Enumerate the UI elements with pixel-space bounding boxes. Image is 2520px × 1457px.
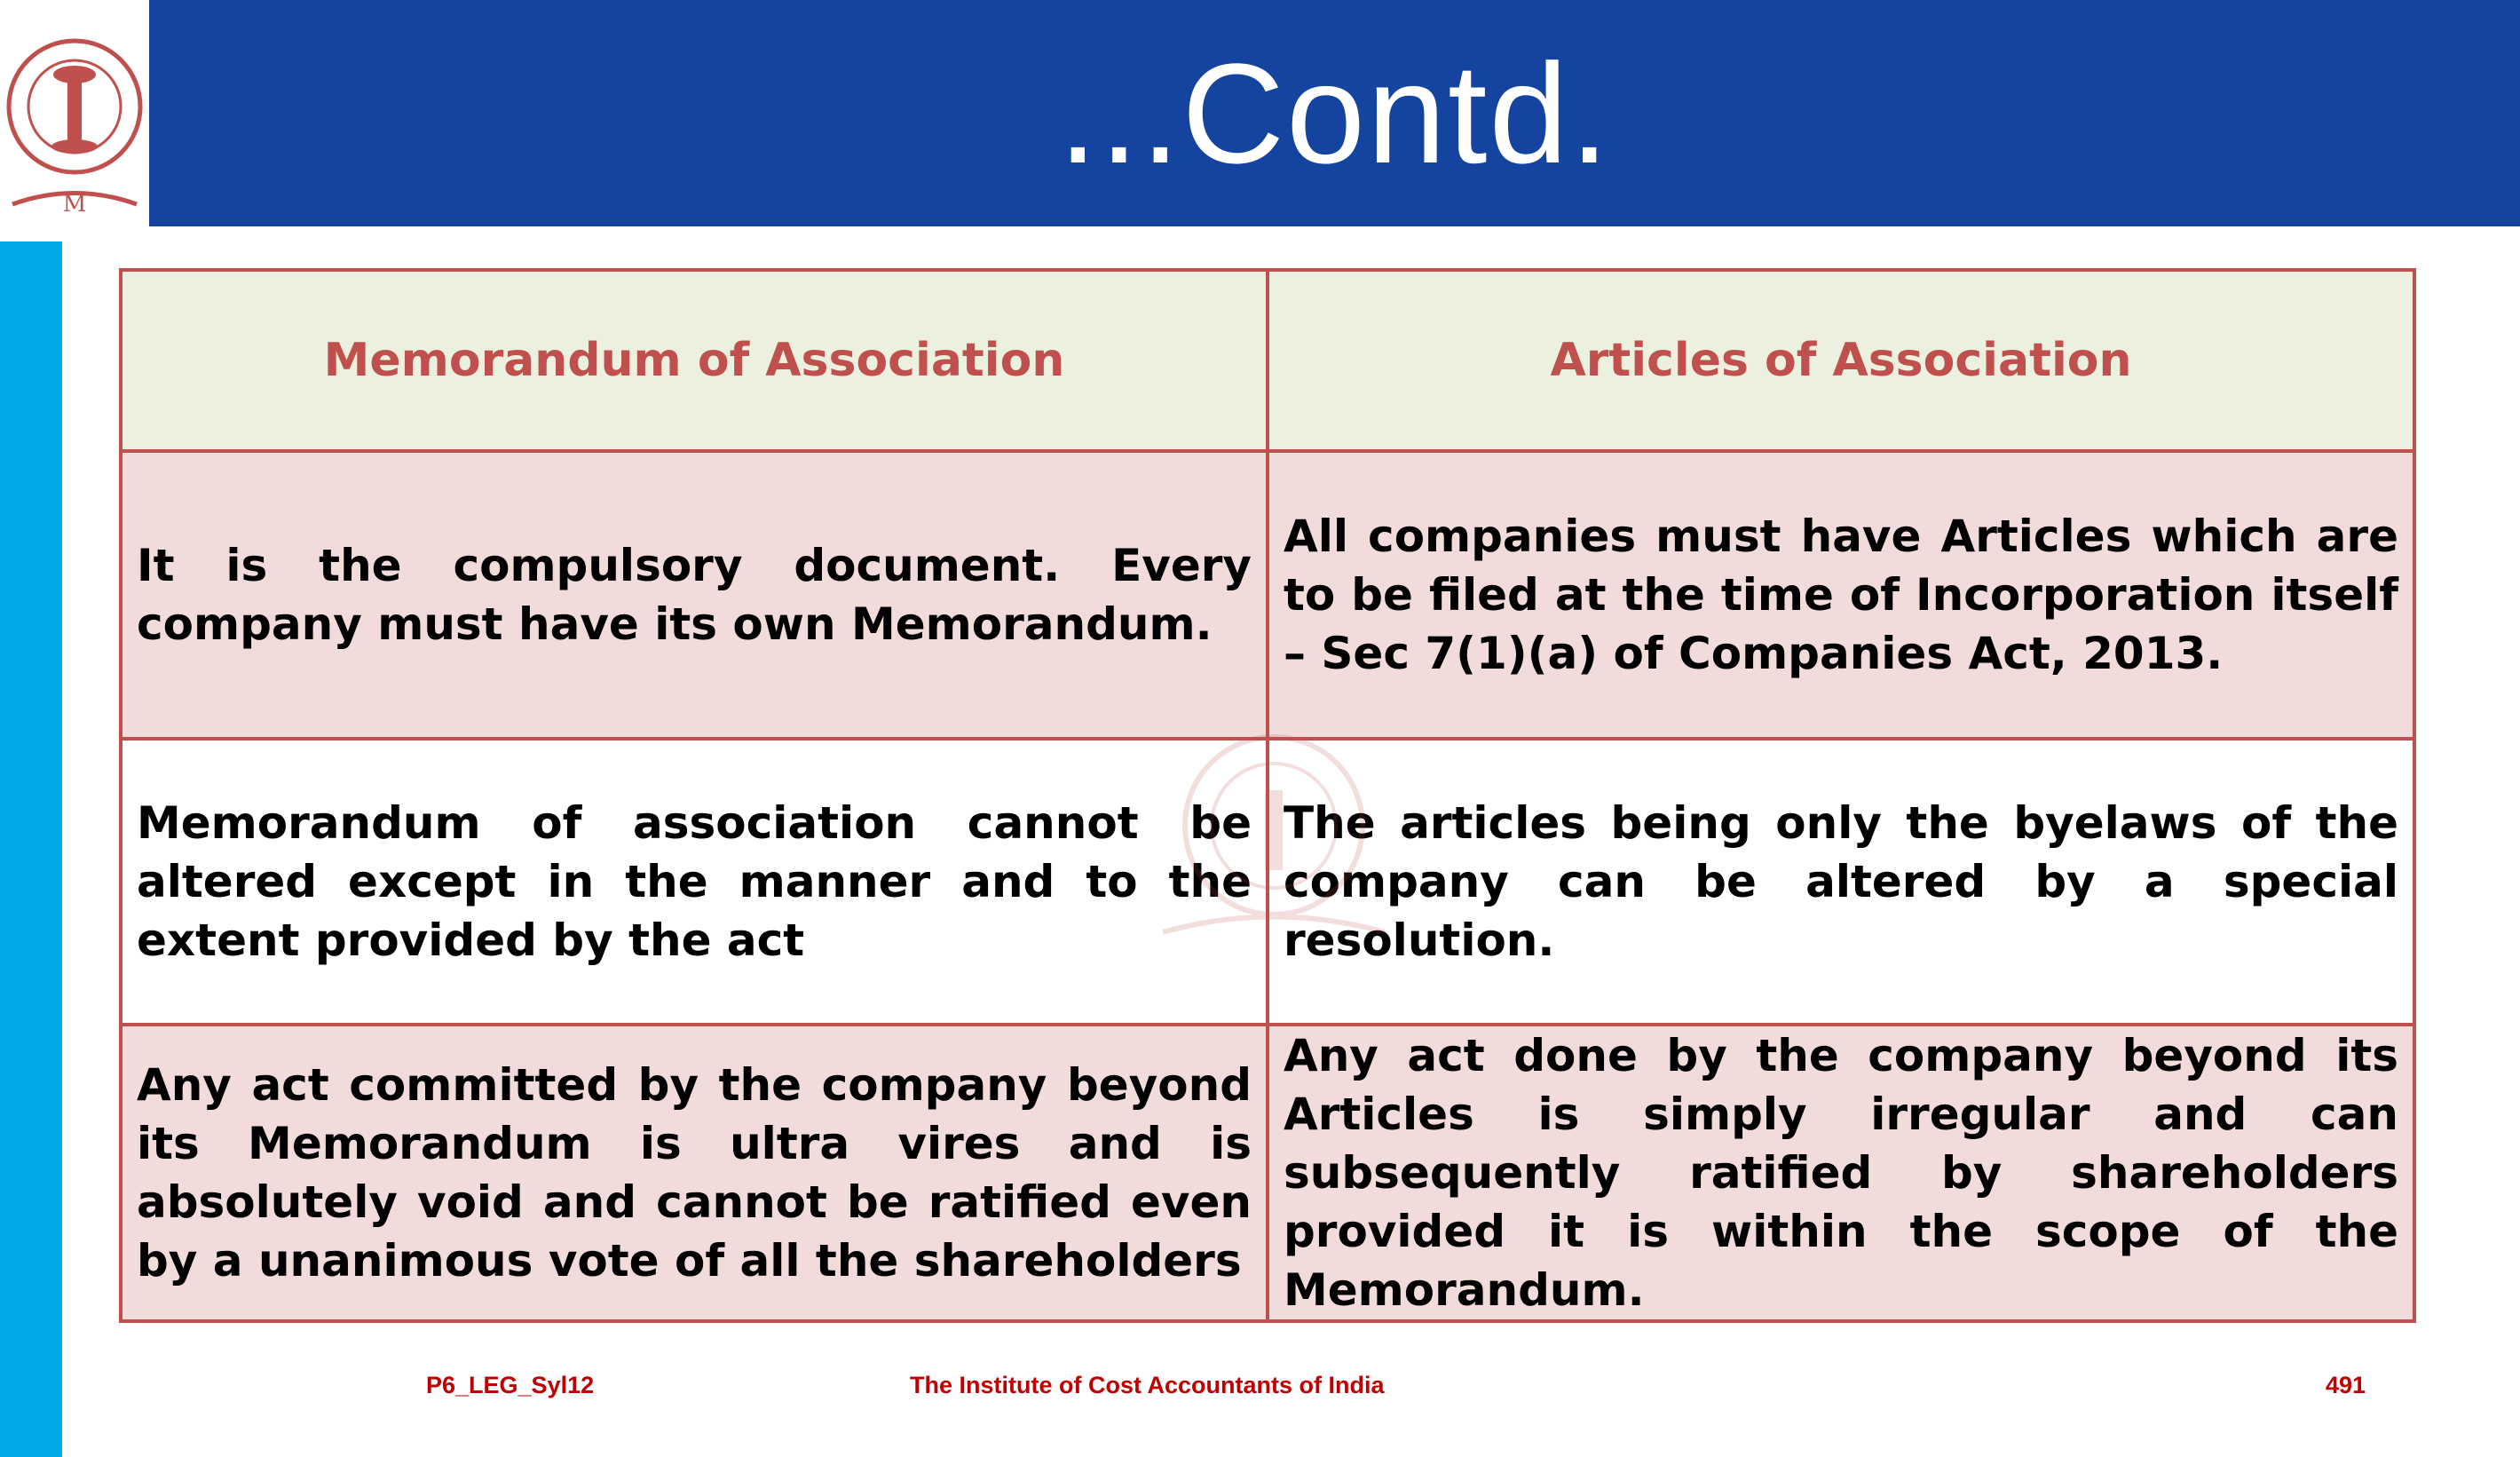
table-row [121,451,2414,739]
footer-institute-name: The Institute of Cost Accountants of India [910,1372,1385,1398]
footer-page-number: 491 [2326,1372,2366,1398]
svg-text:M: M [62,191,87,218]
table-cell: The articles being only the byelaws of the company can be altered by a special resolution. [1268,739,2414,1025]
table-row [121,739,2414,1025]
comparison-table [119,268,2416,1323]
table-cell: All companies must have Articles which are to be filed at the time of Incorporation itself – Sec 7(1)(a) of Companies Act, 2013. [1268,451,2414,739]
table-cell: It is the compulsory document. Every company must have its own Memorandum. [121,451,1268,739]
footer-course-code: P6_LEG_Syl12 [426,1372,595,1398]
table-cell: Memorandum of association cannot be altered except in the manner and to the extent provided by the act [121,739,1268,1025]
institute-logo [0,0,149,226]
table-cell: Any act done by the company beyond its Articles is simply irregular and can subsequently ratified by shareholders provided it is within the scope of the Memorandum. [1268,1025,2414,1321]
comparison-table-wrapper [119,268,2416,1316]
table-row [121,1025,2414,1321]
table-header-row [121,270,2414,451]
table-cell: Any act committed by the company beyond its Memorandum is ultra vires and is absolutely void and cannot be ratified even by a unanimous vote of all the shareholders [121,1025,1268,1321]
left-accent-bar [0,242,62,1457]
column-header-articles: Articles of Association [1268,270,2414,451]
institute-seal-icon [0,0,149,226]
column-header-memorandum: Memorandum of Association [121,270,1268,451]
slide-title: ...Contd. [1058,33,1611,193]
